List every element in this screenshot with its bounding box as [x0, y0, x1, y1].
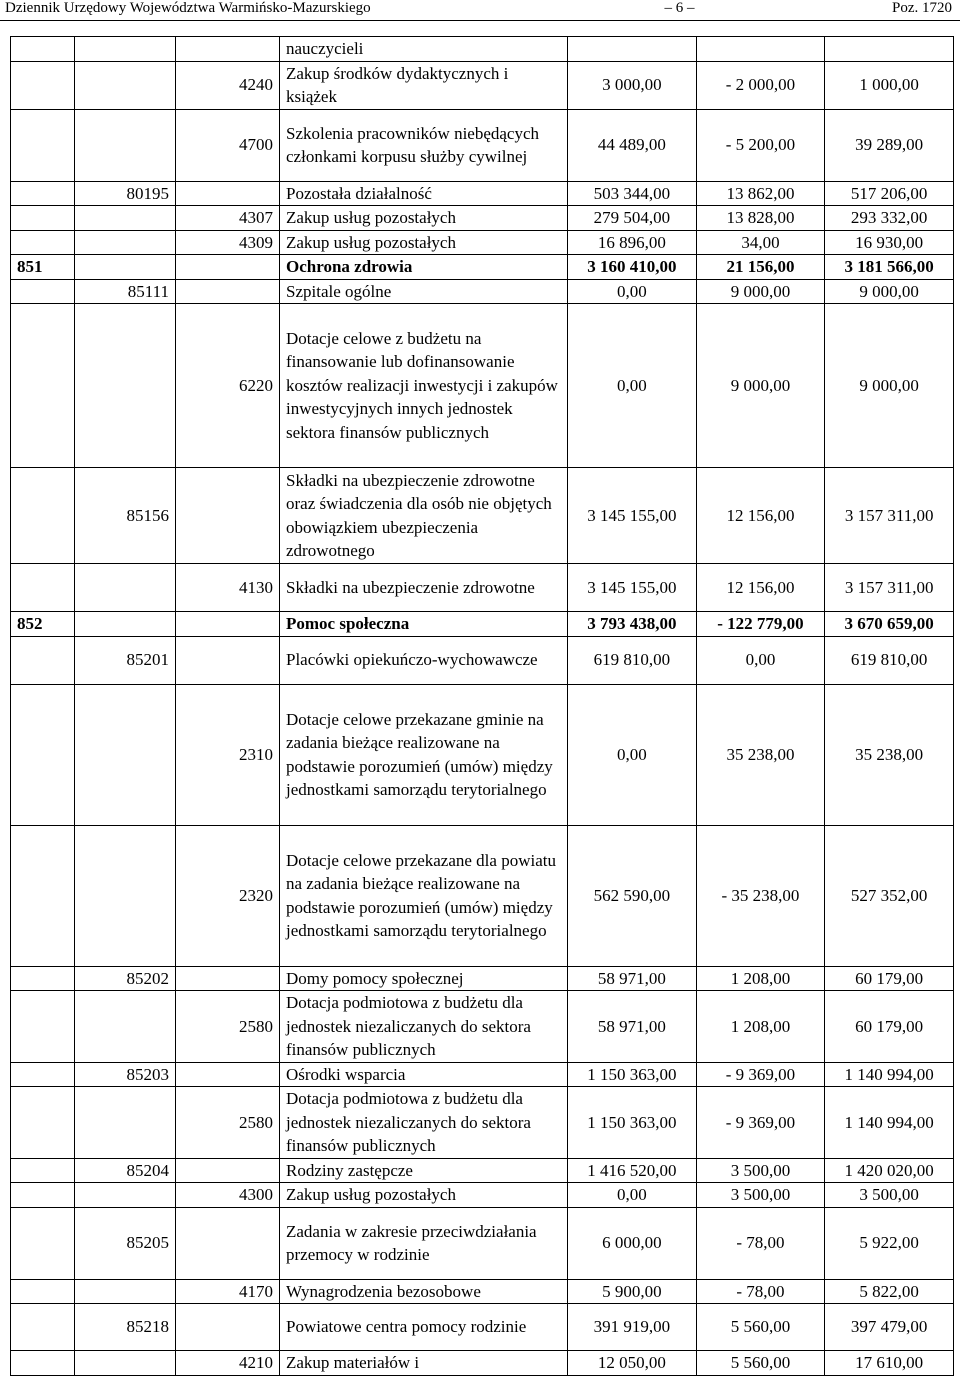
paragraph-cell: 4300	[176, 1183, 280, 1208]
paragraph-cell	[176, 612, 280, 637]
description-cell: nauczycieli	[280, 37, 568, 62]
section-cell	[11, 1304, 75, 1351]
description-cell: Szpitale ogólne	[280, 279, 568, 304]
description-cell: Dotacja podmiotowa z budżetu dla jednostek niezaliczanych do sektora finansów publicznych	[280, 991, 568, 1063]
table-row	[11, 1304, 954, 1351]
chapter-cell: 85202	[75, 966, 176, 991]
table-row	[11, 966, 954, 991]
section-cell	[11, 206, 75, 231]
change-cell: - 122 779,00	[696, 612, 825, 637]
chapter-cell	[75, 825, 176, 966]
section-cell	[11, 991, 75, 1063]
amount-before-cell: 0,00	[568, 1183, 697, 1208]
table-row	[11, 255, 954, 280]
amount-before-cell: 0,00	[568, 684, 697, 825]
amount-before-cell: 503 344,00	[568, 181, 697, 206]
paragraph-cell: 4700	[176, 109, 280, 181]
section-cell	[11, 684, 75, 825]
page-number: – 6 –	[664, 0, 695, 16]
paragraph-cell: 4130	[176, 564, 280, 612]
description-cell: Zadania w zakresie przeciwdziałania przemocy w rodzinie	[280, 1207, 568, 1279]
amount-after-cell: 3 157 311,00	[825, 564, 954, 612]
amount-before-cell: 44 489,00	[568, 109, 697, 181]
paragraph-cell: 2580	[176, 991, 280, 1063]
section-cell	[11, 230, 75, 255]
amount-after-cell: 1 140 994,00	[825, 1062, 954, 1087]
budget-table-body	[11, 37, 954, 1376]
table-row	[11, 1183, 954, 1208]
amount-before-cell: 1 416 520,00	[568, 1158, 697, 1183]
description-cell: Rodziny zastępcze	[280, 1158, 568, 1183]
amount-before-cell: 5 900,00	[568, 1279, 697, 1304]
section-cell	[11, 37, 75, 62]
section-cell	[11, 1062, 75, 1087]
table-row	[11, 636, 954, 684]
amount-before-cell: 16 896,00	[568, 230, 697, 255]
amount-before-cell: 3 145 155,00	[568, 468, 697, 564]
paragraph-cell	[176, 1304, 280, 1351]
chapter-cell	[75, 991, 176, 1063]
paragraph-cell: 2320	[176, 825, 280, 966]
table-row	[11, 1158, 954, 1183]
change-cell: 1 208,00	[696, 966, 825, 991]
change-cell: 9 000,00	[696, 304, 825, 468]
table-row	[11, 468, 954, 564]
change-cell: 0,00	[696, 636, 825, 684]
amount-after-cell: 1 000,00	[825, 61, 954, 109]
paragraph-cell: 6220	[176, 304, 280, 468]
amount-before-cell: 0,00	[568, 304, 697, 468]
amount-after-cell: 9 000,00	[825, 279, 954, 304]
amount-before-cell: 1 150 363,00	[568, 1087, 697, 1159]
amount-before-cell: 1 150 363,00	[568, 1062, 697, 1087]
table-row	[11, 1351, 954, 1376]
section-cell	[11, 61, 75, 109]
paragraph-cell: 2580	[176, 1087, 280, 1159]
paragraph-cell: 4240	[176, 61, 280, 109]
description-cell: Zakup materiałów i	[280, 1351, 568, 1376]
table-row	[11, 612, 954, 637]
table-row	[11, 1279, 954, 1304]
chapter-cell	[75, 206, 176, 231]
page-position	[665, 0, 953, 16]
change-cell: 5 560,00	[696, 1351, 825, 1376]
amount-after-cell: 397 479,00	[825, 1304, 954, 1351]
amount-before-cell: 3 000,00	[568, 61, 697, 109]
position-number: Poz. 1720	[892, 0, 952, 16]
chapter-cell	[75, 255, 176, 280]
chapter-cell: 85218	[75, 1304, 176, 1351]
table-row	[11, 206, 954, 231]
change-cell: 34,00	[696, 230, 825, 255]
amount-before-cell: 58 971,00	[568, 991, 697, 1063]
chapter-cell	[75, 564, 176, 612]
section-cell	[11, 279, 75, 304]
amount-after-cell: 517 206,00	[825, 181, 954, 206]
amount-after-cell: 293 332,00	[825, 206, 954, 231]
description-cell: Ochrona zdrowia	[280, 255, 568, 280]
description-cell: Pomoc społeczna	[280, 612, 568, 637]
table-row	[11, 1207, 954, 1279]
table-row	[11, 304, 954, 468]
paragraph-cell: 4210	[176, 1351, 280, 1376]
description-cell: Zakup usług pozostałych	[280, 230, 568, 255]
amount-before-cell: 0,00	[568, 279, 697, 304]
section-cell	[11, 304, 75, 468]
description-cell: Dotacje celowe z budżetu na finansowanie lub dofinansowanie kosztów realizacji inwestycji i zakupów inwestycyjnych innych jednostek sektora finansów publicznych	[280, 304, 568, 468]
amount-after-cell: 3 670 659,00	[825, 612, 954, 637]
chapter-cell: 80195	[75, 181, 176, 206]
section-cell	[11, 1183, 75, 1208]
change-cell: 3 500,00	[696, 1183, 825, 1208]
paragraph-cell: 4309	[176, 230, 280, 255]
paragraph-cell	[176, 1062, 280, 1087]
chapter-cell	[75, 1183, 176, 1208]
chapter-cell	[75, 612, 176, 637]
description-cell: Zakup usług pozostałych	[280, 206, 568, 231]
table-row	[11, 230, 954, 255]
amount-after-cell: 3 157 311,00	[825, 468, 954, 564]
section-cell	[11, 181, 75, 206]
amount-before-cell: 619 810,00	[568, 636, 697, 684]
paragraph-cell	[176, 636, 280, 684]
section-cell: 852	[11, 612, 75, 637]
chapter-cell: 85205	[75, 1207, 176, 1279]
paragraph-cell	[176, 966, 280, 991]
section-cell	[11, 1351, 75, 1376]
section-cell	[11, 468, 75, 564]
chapter-cell	[75, 1279, 176, 1304]
description-cell: Szkolenia pracowników niebędących członkami korpusu służby cywilnej	[280, 109, 568, 181]
amount-before-cell: 6 000,00	[568, 1207, 697, 1279]
amount-after-cell: 1 140 994,00	[825, 1087, 954, 1159]
table-row	[11, 37, 954, 62]
change-cell: 13 862,00	[696, 181, 825, 206]
amount-after-cell: 17 610,00	[825, 1351, 954, 1376]
table-row	[11, 109, 954, 181]
change-cell: - 78,00	[696, 1279, 825, 1304]
amount-after-cell: 16 930,00	[825, 230, 954, 255]
change-cell: 12 156,00	[696, 468, 825, 564]
description-cell: Placówki opiekuńczo-wychowawcze	[280, 636, 568, 684]
amount-before-cell: 3 145 155,00	[568, 564, 697, 612]
chapter-cell	[75, 61, 176, 109]
chapter-cell	[75, 1351, 176, 1376]
description-cell: Składki na ubezpieczenie zdrowotne oraz świadczenia dla osób nie objętych obowiązkiem ubezpieczenia zdrowotnego	[280, 468, 568, 564]
section-cell	[11, 1279, 75, 1304]
amount-after-cell: 5 822,00	[825, 1279, 954, 1304]
amount-before-cell: 3 160 410,00	[568, 255, 697, 280]
amount-before-cell: 562 590,00	[568, 825, 697, 966]
amount-after-cell: 3 500,00	[825, 1183, 954, 1208]
section-cell	[11, 966, 75, 991]
section-cell: 851	[11, 255, 75, 280]
chapter-cell: 85204	[75, 1158, 176, 1183]
amount-after-cell: 5 922,00	[825, 1207, 954, 1279]
description-cell: Składki na ubezpieczenie zdrowotne	[280, 564, 568, 612]
chapter-cell: 85111	[75, 279, 176, 304]
change-cell: 3 500,00	[696, 1158, 825, 1183]
description-cell: Dotacja podmiotowa z budżetu dla jednostek niezaliczanych do sektora finansów publicznych	[280, 1087, 568, 1159]
chapter-cell	[75, 109, 176, 181]
change-cell: 5 560,00	[696, 1304, 825, 1351]
section-cell	[11, 1087, 75, 1159]
amount-after-cell: 619 810,00	[825, 636, 954, 684]
header-rule	[0, 20, 960, 21]
budget-table	[10, 36, 954, 1376]
change-cell: - 5 200,00	[696, 109, 825, 181]
paragraph-cell	[176, 468, 280, 564]
change-cell: 12 156,00	[696, 564, 825, 612]
journal-title: Dziennik Urzędowy Województwa Warmińsko-Mazurskiego	[5, 0, 371, 16]
table-row	[11, 825, 954, 966]
paragraph-cell	[176, 37, 280, 62]
table-row	[11, 564, 954, 612]
paragraph-cell	[176, 1158, 280, 1183]
change-cell	[696, 37, 825, 62]
table-row	[11, 279, 954, 304]
chapter-cell: 85156	[75, 468, 176, 564]
chapter-cell: 85201	[75, 636, 176, 684]
section-cell	[11, 825, 75, 966]
description-cell: Zakup środków dydaktycznych i książek	[280, 61, 568, 109]
chapter-cell	[75, 1087, 176, 1159]
change-cell: 35 238,00	[696, 684, 825, 825]
table-row	[11, 1087, 954, 1159]
amount-before-cell: 12 050,00	[568, 1351, 697, 1376]
description-cell: Pozostała działalność	[280, 181, 568, 206]
description-cell: Zakup usług pozostałych	[280, 1183, 568, 1208]
description-cell: Ośrodki wsparcia	[280, 1062, 568, 1087]
amount-after-cell	[825, 37, 954, 62]
section-cell	[11, 1207, 75, 1279]
table-row	[11, 181, 954, 206]
amount-after-cell: 1 420 020,00	[825, 1158, 954, 1183]
paragraph-cell: 4170	[176, 1279, 280, 1304]
amount-before-cell: 391 919,00	[568, 1304, 697, 1351]
paragraph-cell	[176, 279, 280, 304]
change-cell: 9 000,00	[696, 279, 825, 304]
change-cell: 21 156,00	[696, 255, 825, 280]
table-row	[11, 991, 954, 1063]
page-header	[0, 0, 960, 22]
change-cell: - 9 369,00	[696, 1062, 825, 1087]
description-cell: Powiatowe centra pomocy rodzinie	[280, 1304, 568, 1351]
paragraph-cell	[176, 255, 280, 280]
section-cell	[11, 564, 75, 612]
change-cell: - 2 000,00	[696, 61, 825, 109]
paragraph-cell: 2310	[176, 684, 280, 825]
amount-after-cell: 60 179,00	[825, 991, 954, 1063]
amount-after-cell: 39 289,00	[825, 109, 954, 181]
description-cell: Dotacje celowe przekazane dla powiatu na zadania bieżące realizowane na podstawie porozumień (umów) między jednostkami samorządu terytorialnego	[280, 825, 568, 966]
amount-before-cell	[568, 37, 697, 62]
chapter-cell	[75, 37, 176, 62]
change-cell: 1 208,00	[696, 991, 825, 1063]
amount-after-cell: 527 352,00	[825, 825, 954, 966]
change-cell: - 9 369,00	[696, 1087, 825, 1159]
description-cell: Dotacje celowe przekazane gminie na zadania bieżące realizowane na podstawie porozumień (umów) między jednostkami samorządu terytorialnego	[280, 684, 568, 825]
amount-before-cell: 279 504,00	[568, 206, 697, 231]
change-cell: 13 828,00	[696, 206, 825, 231]
section-cell	[11, 109, 75, 181]
change-cell: - 78,00	[696, 1207, 825, 1279]
chapter-cell	[75, 230, 176, 255]
amount-before-cell: 58 971,00	[568, 966, 697, 991]
section-cell	[11, 636, 75, 684]
description-cell: Domy pomocy społecznej	[280, 966, 568, 991]
table-row	[11, 1062, 954, 1087]
description-cell: Wynagrodzenia bezosobowe	[280, 1279, 568, 1304]
paragraph-cell	[176, 1207, 280, 1279]
amount-after-cell: 3 181 566,00	[825, 255, 954, 280]
paragraph-cell	[176, 181, 280, 206]
amount-after-cell: 9 000,00	[825, 304, 954, 468]
amount-before-cell: 3 793 438,00	[568, 612, 697, 637]
chapter-cell	[75, 684, 176, 825]
section-cell	[11, 1158, 75, 1183]
chapter-cell	[75, 304, 176, 468]
table-row	[11, 61, 954, 109]
change-cell: - 35 238,00	[696, 825, 825, 966]
table-row	[11, 684, 954, 825]
amount-after-cell: 60 179,00	[825, 966, 954, 991]
chapter-cell: 85203	[75, 1062, 176, 1087]
paragraph-cell: 4307	[176, 206, 280, 231]
amount-after-cell: 35 238,00	[825, 684, 954, 825]
